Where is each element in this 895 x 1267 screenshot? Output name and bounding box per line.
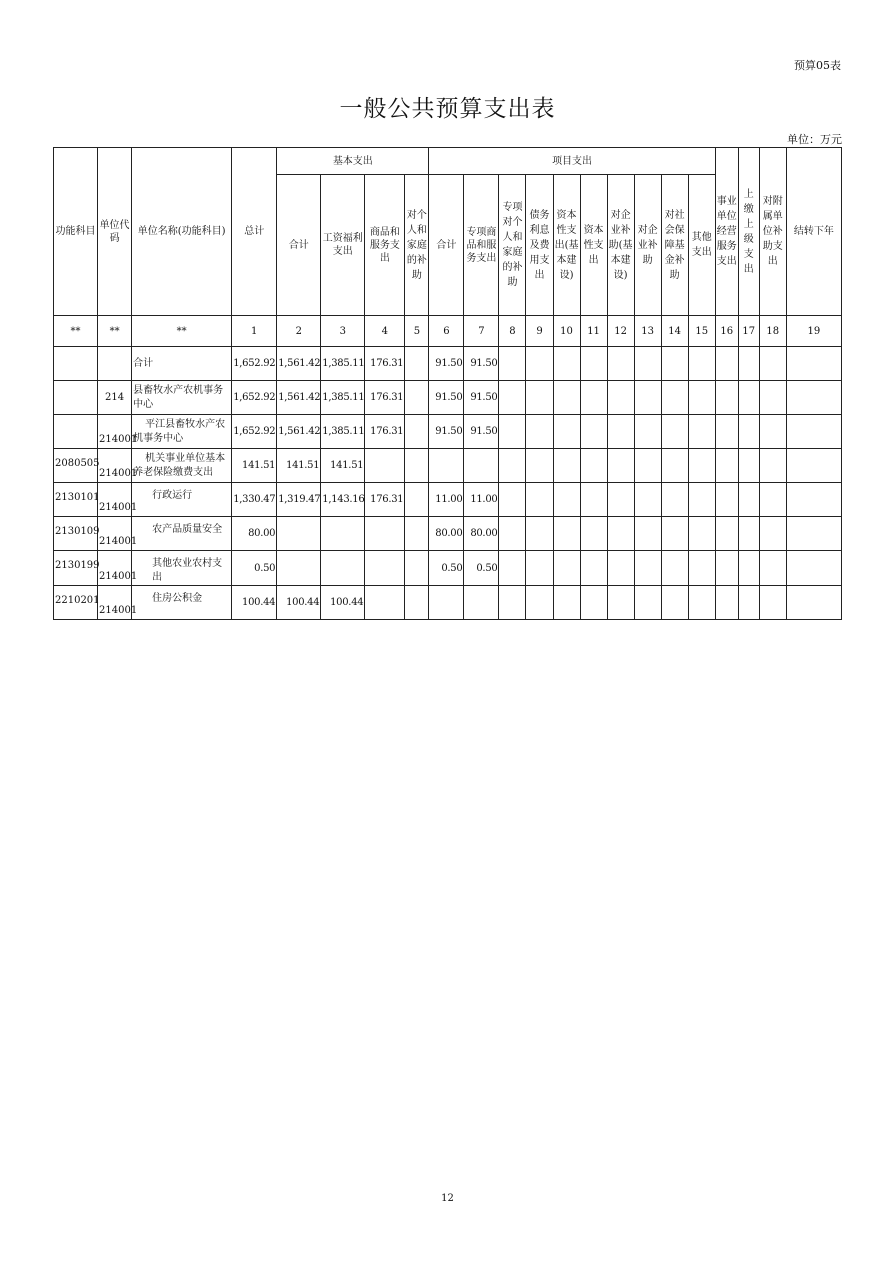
func-subject-cell [54,381,98,415]
salary-cell: 1,385.11 [321,347,365,381]
salary-cell: 1,143.16 [321,483,365,517]
empty-cell [688,381,715,415]
empty-cell [553,517,580,551]
header-enterprise-build: 对企业补助(基本建设) [607,175,634,316]
special-goods-cell: 91.50 [464,415,499,449]
empty-cell [715,415,738,449]
empty-cell [786,551,841,586]
empty-cell [499,483,526,517]
special-goods-cell [464,449,499,483]
index-cell: 13 [634,316,661,347]
proj-total-cell: 0.50 [429,551,464,586]
goods-cell: 176.31 [365,415,405,449]
empty-cell [499,415,526,449]
empty-cell [715,381,738,415]
empty-cell [688,551,715,586]
header-proj-total: 合计 [429,175,464,316]
table-row [54,483,842,517]
personal-cell [405,551,429,586]
header-unit-code: 单位代码 [98,148,132,316]
special-goods-cell: 91.50 [464,381,499,415]
empty-cell [553,381,580,415]
header-basic: 基本支出 [277,148,429,175]
empty-cell [580,551,607,586]
empty-cell [499,517,526,551]
personal-cell [405,517,429,551]
index-cell: 12 [607,316,634,347]
empty-cell [499,449,526,483]
empty-cell [715,347,738,381]
unit-code-cell: 214001 [98,415,132,449]
total-cell: 0.50 [232,551,277,586]
empty-cell [580,586,607,620]
empty-cell [634,483,661,517]
table-row [54,517,842,551]
header-goods: 商品和服务支出 [365,175,405,316]
header-superior: 上缴上级支出 [738,148,759,316]
empty-cell [607,415,634,449]
index-cell: 3 [321,316,365,347]
total-cell: 1,652.92 [232,381,277,415]
index-cell: 8 [499,316,526,347]
empty-cell [607,517,634,551]
basic-total-cell: 1,561.42 [277,347,321,381]
empty-cell [688,347,715,381]
special-goods-cell: 91.50 [464,347,499,381]
empty-cell [499,551,526,586]
unit-code-cell: 214001 [98,517,132,551]
header-affiliate: 对附属单位补助支出 [759,148,786,316]
budget-table [53,147,842,620]
empty-cell [634,517,661,551]
empty-cell [526,517,553,551]
empty-cell [759,415,786,449]
empty-cell [634,586,661,620]
proj-total-cell [429,586,464,620]
empty-cell [580,517,607,551]
personal-cell [405,449,429,483]
empty-cell [526,415,553,449]
table-row [54,347,842,381]
index-cell: 17 [738,316,759,347]
empty-cell [759,517,786,551]
empty-cell [688,415,715,449]
index-cell: 2 [277,316,321,347]
empty-cell [607,381,634,415]
index-cell: 19 [786,316,841,347]
empty-cell [634,347,661,381]
index-cell: 7 [464,316,499,347]
table-row [54,551,842,586]
basic-total-cell [277,517,321,551]
empty-cell [738,517,759,551]
table-row [54,381,842,415]
proj-total-cell: 80.00 [429,517,464,551]
special-goods-cell [464,586,499,620]
header-unit-name: 单位名称(功能科目) [132,148,232,316]
empty-cell [580,483,607,517]
empty-cell [738,586,759,620]
header-enterprise: 对企业补助 [634,175,661,316]
empty-cell [607,347,634,381]
proj-total-cell: 91.50 [429,381,464,415]
empty-cell [738,347,759,381]
empty-cell [526,586,553,620]
salary-cell: 1,385.11 [321,415,365,449]
empty-cell [526,551,553,586]
basic-total-cell: 141.51 [277,449,321,483]
header-special-goods: 专项商品和服务支出 [464,175,499,316]
empty-cell [607,551,634,586]
unit-name-cell: 行政运行 [132,483,232,517]
func-subject-cell [54,347,98,381]
index-cell: 16 [715,316,738,347]
empty-cell [661,449,688,483]
empty-cell [661,517,688,551]
unit-code-cell: 214 [98,381,132,415]
total-cell: 100.44 [232,586,277,620]
total-cell: 1,652.92 [232,347,277,381]
personal-cell [405,381,429,415]
func-subject-cell [54,415,98,449]
empty-cell [715,483,738,517]
empty-cell [786,483,841,517]
basic-total-cell: 1,561.42 [277,381,321,415]
empty-cell [661,551,688,586]
empty-cell [634,551,661,586]
salary-cell: 1,385.11 [321,381,365,415]
unit-name-cell: 住房公积金 [132,586,232,620]
proj-total-cell: 11.00 [429,483,464,517]
header-capital-build: 资本性支出(基本建设) [553,175,580,316]
index-cell: 10 [553,316,580,347]
salary-cell [321,517,365,551]
empty-cell [715,517,738,551]
empty-cell [607,586,634,620]
empty-cell [738,551,759,586]
page-title: 一般公共预算支出表 [339,96,556,122]
special-goods-cell: 80.00 [464,517,499,551]
table-row [54,586,842,620]
header-debt: 债务利息及费用支出 [526,175,553,316]
unit-label: 单位：万元 [787,133,842,146]
unit-code-cell: 214001 [98,586,132,620]
empty-cell [580,415,607,449]
empty-cell [786,347,841,381]
empty-cell [661,415,688,449]
header-social: 对社会保障基金补助 [661,175,688,316]
total-cell: 141.51 [232,449,277,483]
proj-total-cell: 91.50 [429,347,464,381]
empty-cell [553,347,580,381]
unit-name-cell: 其他农业农村支出 [132,551,232,586]
empty-cell [759,449,786,483]
empty-cell [634,415,661,449]
header-capital: 资本性支出 [580,175,607,316]
index-cell: 11 [580,316,607,347]
empty-cell [526,347,553,381]
empty-cell [607,483,634,517]
unit-code-cell [98,347,132,381]
unit-name-cell: 平江县畜牧水产农机事务中心 [132,415,232,449]
empty-cell [738,449,759,483]
header-personal: 对个人和家庭的补助 [405,175,429,316]
empty-cell [786,415,841,449]
empty-cell [688,483,715,517]
unit-code-cell: 214001 [98,483,132,517]
empty-cell [499,347,526,381]
goods-cell [365,586,405,620]
empty-cell [634,381,661,415]
table-body [54,347,842,620]
index-cell: 6 [429,316,464,347]
special-goods-cell: 11.00 [464,483,499,517]
unit-code-cell: 214001 [98,551,132,586]
empty-cell [715,449,738,483]
empty-cell [661,586,688,620]
goods-cell: 176.31 [365,347,405,381]
empty-cell [607,449,634,483]
index-cell: 9 [526,316,553,347]
basic-total-cell [277,551,321,586]
empty-cell [580,347,607,381]
header-func-subject: 功能科目 [54,148,98,316]
special-goods-cell: 0.50 [464,551,499,586]
empty-cell [553,415,580,449]
empty-cell [580,381,607,415]
total-cell: 1,330.47 [232,483,277,517]
empty-cell [553,586,580,620]
unit-name-cell: 县畜牧水产农机事务中心 [132,381,232,415]
goods-cell [365,517,405,551]
empty-cell [738,381,759,415]
basic-total-cell: 100.44 [277,586,321,620]
empty-cell [759,551,786,586]
func-subject-cell: 2130101 [54,483,98,517]
header-salary: 工资福利支出 [321,175,365,316]
empty-cell [661,347,688,381]
unit-name-cell: 机关事业单位基本养老保险缴费支出 [132,449,232,483]
personal-cell [405,586,429,620]
index-cell: ** [132,316,232,347]
unit-code-cell: 214001 [98,449,132,483]
header-other: 其他支出 [688,175,715,316]
goods-cell: 176.31 [365,381,405,415]
header-basic-total: 合计 [277,175,321,316]
func-subject-cell: 2130199 [54,551,98,586]
index-cell: 15 [688,316,715,347]
empty-cell [786,517,841,551]
personal-cell [405,415,429,449]
basic-total-cell: 1,319.47 [277,483,321,517]
index-cell: ** [54,316,98,347]
empty-cell [526,483,553,517]
header-business: 事业单位经营服务支出 [715,148,738,316]
empty-cell [738,415,759,449]
empty-cell [786,586,841,620]
index-cell: ** [98,316,132,347]
index-cell: 5 [405,316,429,347]
page-number: 12 [441,1193,454,1204]
empty-cell [553,449,580,483]
salary-cell: 100.44 [321,586,365,620]
empty-cell [688,517,715,551]
empty-cell [661,483,688,517]
header-special-personal: 专项对个人和家庭的补助 [499,175,526,316]
empty-cell [688,586,715,620]
empty-cell [526,449,553,483]
empty-cell [553,551,580,586]
goods-cell [365,449,405,483]
func-subject-cell: 2210201 [54,586,98,620]
empty-cell [661,381,688,415]
empty-cell [786,449,841,483]
empty-cell [738,483,759,517]
empty-cell [688,449,715,483]
empty-cell [786,381,841,415]
salary-cell [321,551,365,586]
empty-cell [715,586,738,620]
empty-cell [580,449,607,483]
index-cell: 4 [365,316,405,347]
personal-cell [405,483,429,517]
func-subject-cell: 2130109 [54,517,98,551]
unit-name-cell: 合计 [132,347,232,381]
empty-cell [759,347,786,381]
header-project: 项目支出 [429,148,715,175]
index-cell: 14 [661,316,688,347]
index-cell: 18 [759,316,786,347]
empty-cell [715,551,738,586]
proj-total-cell: 91.50 [429,415,464,449]
goods-cell: 176.31 [365,483,405,517]
unit-name-cell: 农产品质量安全 [132,517,232,551]
personal-cell [405,347,429,381]
goods-cell [365,551,405,586]
header-total: 总计 [232,148,277,316]
empty-cell [759,586,786,620]
table-number-label: 预算05表 [794,59,841,72]
empty-cell [759,483,786,517]
basic-total-cell: 1,561.42 [277,415,321,449]
func-subject-cell: 2080505 [54,449,98,483]
empty-cell [499,586,526,620]
total-cell: 80.00 [232,517,277,551]
index-cell: 1 [232,316,277,347]
table-row [54,415,842,449]
empty-cell [499,381,526,415]
table-row [54,449,842,483]
empty-cell [526,381,553,415]
empty-cell [759,381,786,415]
total-cell: 1,652.92 [232,415,277,449]
proj-total-cell [429,449,464,483]
empty-cell [634,449,661,483]
index-row [54,316,842,347]
header-carryover: 结转下年 [786,148,841,316]
salary-cell: 141.51 [321,449,365,483]
empty-cell [553,483,580,517]
